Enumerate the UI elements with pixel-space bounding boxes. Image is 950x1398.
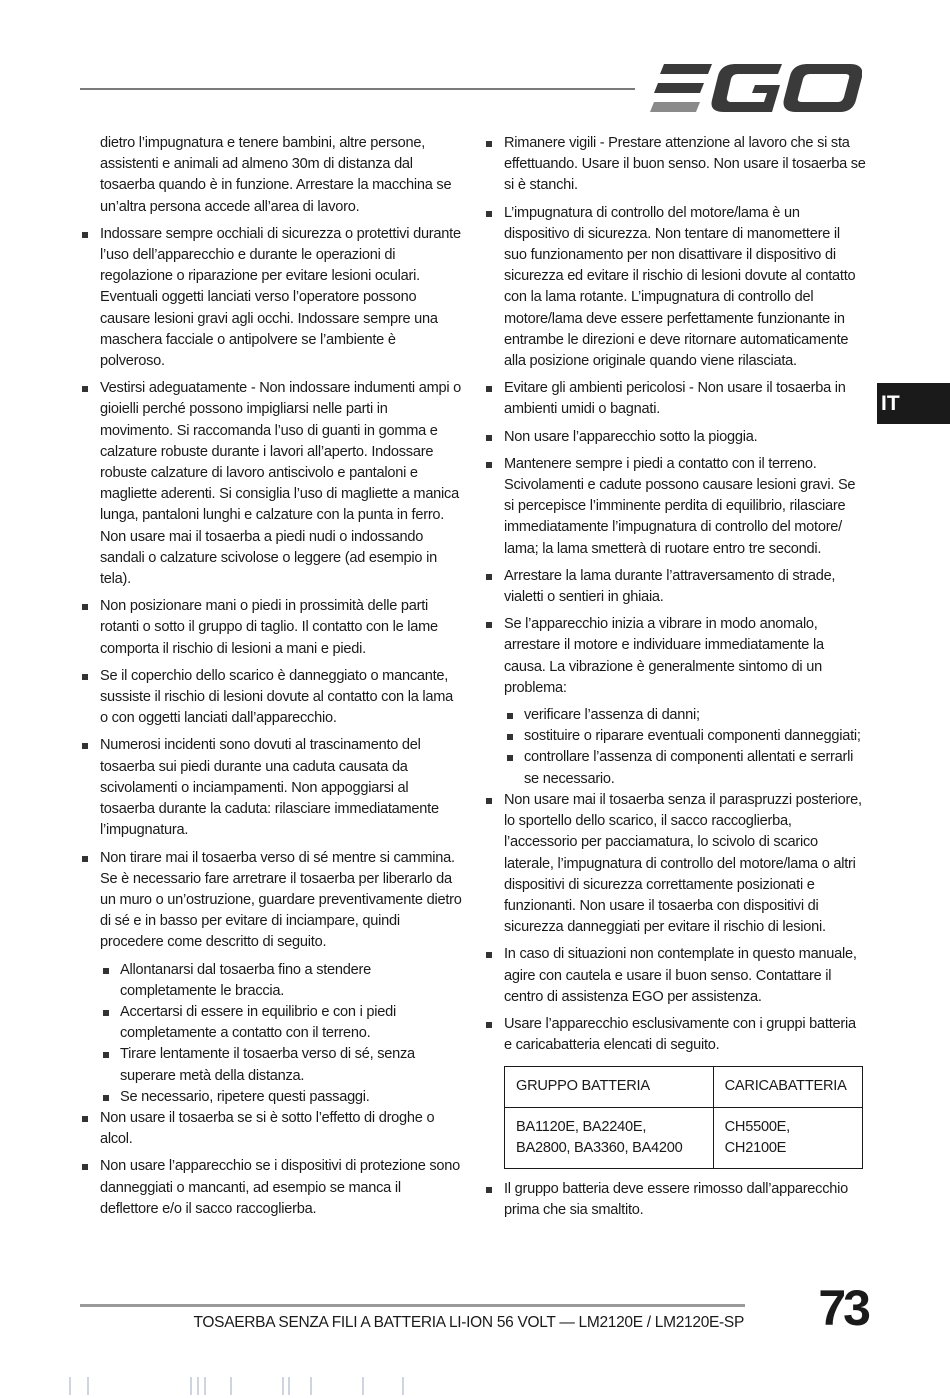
table-header-row [505, 1067, 863, 1107]
list-item-with-subitems [484, 614, 866, 790]
list-item: L’impugnatura di controllo del motore/lama è un dispositivo di sicurezza. Non tentare di manomettere il suo funzionamento per non disattivare il dispositivo di sicurezza ed evitare il rischio di lesioni dovute al contatto con la lama rotante. L’impugnatura di controllo del motore/lama deve essere perfettamente funzionante in entrambe le direzioni e deve ritornare automaticamente alla posizione originale quando viene rilasciata. [484, 203, 866, 373]
sub-list-item: Se necessario, ripetere questi passaggi. [100, 1087, 462, 1108]
list-item: In caso di situazioni non contemplate in questo manuale, agire con cautela e usare il buon senso. Contattare il centro di assistenza EGO per assistenza. [484, 944, 866, 1008]
ego-logo [650, 62, 862, 114]
list-item-text: Se l’apparecchio inizia a vibrare in modo anomalo, arrestare il motore e individuare immediatamente la causa. La vibrazione è generalmente sintomo di un problema: [504, 616, 824, 696]
header-rule [80, 88, 635, 90]
list-item: Arrestare la lama durante l’attraversamento di strade, vialetti o sentieri in ghiaia. [484, 566, 866, 608]
left-column [80, 133, 462, 1226]
table-row [505, 1107, 863, 1168]
footer-title: TOSAERBA SENZA FILI A BATTERIA LI-ION 56 VOLT — LM2120E / LM2120E-SP [193, 1314, 744, 1331]
sub-list-item: controllare l’assenza di componenti allentati e serrarli se necessario. [504, 747, 866, 789]
list-item: Non posizionare mani o piedi in prossimità delle parti rotanti o sotto il gruppo di taglio. Il contatto con le lame comporta il rischio di lesioni a mani e piedi. [80, 596, 462, 660]
continuation-text: dietro l’impugnatura e tenere bambini, altre persone, assistenti e animali ad almeno 30m di distanza dal tosaerba quando è in funzione. Arrestare la macchina se un’altra persona accede all’area di lavoro. [100, 135, 452, 215]
table-header-battery: GRUPPO BATTERIA [505, 1067, 714, 1107]
list-item: Vestirsi adeguatamente - Non indossare indumenti ampi o gioielli perché possono impigliarsi nelle parti in movimento. Si raccomanda l’uso di guanti in gomma e calzature robuste durante i lavori all’aperto. Indossare robuste calzature di lavoro antiscivolo e pantaloni e magliette aderenti. Si consiglia l’uso di magliette a manica lunga, pantaloni lunghi e calzature con la punta in ferro. Non usare mai il tosaerba a piedi nudi o indossando sandali o calzature scivolose o leggere (ad esempio in tela). [80, 378, 462, 590]
list-item: Numerosi incidenti sono dovuti al trascinamento del tosaerba sui piedi durante una caduta causata da scivolamenti o inciampamenti. Non appoggiarsi al tosaerba durante la caduta: rilasciare immediatamente l’impugnatura. [80, 735, 462, 841]
list-item: Il gruppo batteria deve essere rimosso dall’apparecchio prima che sia smaltito. [484, 1179, 866, 1221]
table-cell-charger-models: CH5500E, CH2100E [713, 1107, 862, 1168]
list-item: Mantenere sempre i piedi a contatto con il terreno. Scivolamenti e cadute possono causare lesioni gravi. Se si percepisce l’imminente perdita di equilibrio, rilasciare immediatamente l’impugnatura di controllo del motore/ lama; la lama smetterà di ruotare entro tre secondi. [484, 454, 866, 560]
list-item: Evitare gli ambienti pericolosi - Non usare il tosaerba in ambienti umidi o bagnati. [484, 378, 866, 420]
list-item: Non usare il tosaerba se si è sotto l’effetto di droghe o alcol. [80, 1108, 462, 1150]
list-item: Non usare l’apparecchio se i dispositivi di protezione sono danneggiati o mancanti, ad esempio se manca il deflettore e/o il sacco raccoglierba. [80, 1156, 462, 1220]
right-column [484, 133, 866, 1227]
list-item: Rimanere vigili - Prestare attenzione al lavoro che si sta effettuando. Usare il buon senso. Non usare il tosaerba se si è stanchi. [484, 133, 866, 197]
list-item: Se il coperchio dello scarico è danneggiato o mancante, sussiste il rischio di lesioni dovute al contatto con la lama o con oggetti lanciati dall’apparecchio. [80, 666, 462, 730]
print-registration-marks [60, 1377, 460, 1395]
sub-list-item: sostituire o riparare eventuali componenti danneggiati; [504, 726, 866, 747]
sub-list [504, 705, 866, 790]
list-item: Non usare l’apparecchio sotto la pioggia. [484, 427, 866, 448]
list-item: Non usare mai il tosaerba senza il paraspruzzi posteriore, lo sportello dello scarico, il sacco raccoglierba, l’accessorio per pacciamatura, lo scivolo di scarico laterale, l’impugnatura di controllo del motore/lama o altri dispositivi di sicurezza correttamente posizionati e funzionanti. Non usare il tosaerba con dispositivi di sicurezza danneggiati per evitare il rischio di lesioni. [484, 790, 866, 938]
language-tab: IT [877, 383, 950, 424]
page-number: 73 [818, 1280, 868, 1336]
footer-rule [80, 1304, 745, 1307]
table-header-charger: CARICABATTERIA [713, 1067, 862, 1107]
sub-list [100, 960, 462, 1108]
table-cell-battery-models: BA1120E, BA2240E, BA2800, BA3360, BA4200 [505, 1107, 714, 1168]
sub-list-item: verificare l’assenza di danni; [504, 705, 866, 726]
list-item: Usare l’apparecchio esclusivamente con i gruppi batteria e caricabatteria elencati di seguito. [484, 1014, 866, 1056]
list-item: Indossare sempre occhiali di sicurezza o protettivi durante l’uso dell’apparecchio e durante le operazioni di regolazione o riparazione per evitare lesioni oculari. Eventuali oggetti lanciati verso l’operatore possono causare lesioni gravi agli occhi. Indossare sempre una maschera facciale o antipolvere se l’ambiente è polveroso. [80, 224, 462, 372]
battery-charger-table [504, 1066, 863, 1169]
list-item-text: Non tirare mai il tosaerba verso di sé mentre si cammina. Se è necessario fare arretrare il tosaerba per liberarlo da un muro o un’ostruzione, guardare preventivamente dietro di sé e in basso per evitare di inciampare, quindi procedere come descritto di seguito. [100, 849, 462, 951]
sub-list-item: Tirare lentamente il tosaerba verso di sé, senza superare metà della distanza. [100, 1044, 462, 1086]
sub-list-item: Allontanarsi dal tosaerba fino a stendere completamente le braccia. [100, 960, 462, 1002]
list-item-with-subitems [80, 848, 462, 1108]
sub-list-item: Accertarsi di essere in equilibrio e con i piedi completamente a contatto con il terreno. [100, 1002, 462, 1044]
